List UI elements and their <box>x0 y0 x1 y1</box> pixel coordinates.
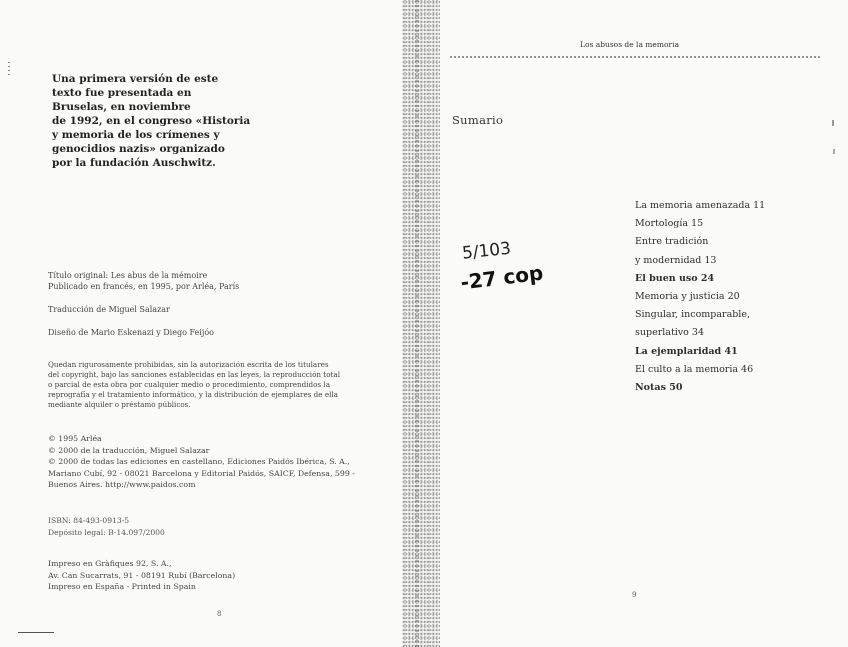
toc-item: y modernidad 13 <box>635 254 717 266</box>
toc-item: La ejemplaridad 41 <box>635 345 738 357</box>
original-title-line: Título original: Les abus de la mémoire <box>48 271 208 280</box>
dedication-line: genocidios nazis» organizado <box>52 143 225 155</box>
handwritten-note <box>458 225 558 295</box>
isbn-block <box>48 515 165 538</box>
copyright-block <box>48 433 393 491</box>
running-header: Los abusos de la memoria <box>580 40 679 49</box>
printer-line: Impreso en Gràfiques 92, S. A., <box>48 559 172 568</box>
handwritten-line: -27 cop <box>459 260 545 295</box>
page-number: 9 <box>632 591 637 599</box>
page-number: 8 <box>217 610 222 618</box>
publication-line: Publicado en francés, en 1995, por Arléa, París <box>48 282 240 291</box>
toc-item: Singular, incomparable, <box>635 309 751 321</box>
legal-line: o parcial de esta obra por cualquier medio o procedimiento, comprendidos la <box>48 380 330 389</box>
dedication-line: por la fundación Auschwitz. <box>52 157 216 169</box>
copyright-line: Buenos Aires. http://www.paidos.com <box>48 480 196 489</box>
book-spine-shadow <box>415 0 419 647</box>
toc-item: Entre tradición <box>635 236 709 248</box>
legal-line: del copyright, bajo las sanciones establecidas en las leyes, la reproducción total <box>48 370 340 379</box>
copyright-line: Mariano Cubí, 92 - 08021 Barcelona y Editorial Paidós, SAICF, Defensa, 599 - <box>48 468 355 478</box>
copyright-line: © 2000 de todas las ediciones en castellano, Ediciones Paidós Ibérica, S. A., <box>48 457 350 466</box>
legal-line: Quedan rigurosamente prohibidas, sin la autorización escrita de los titulares <box>48 360 329 369</box>
dedication-line: y memoria de los crímenes y <box>52 129 220 141</box>
scan-artifact <box>8 62 10 76</box>
handwriting-strokes <box>458 225 558 295</box>
header-rule <box>450 56 822 58</box>
copyright-line: © 2000 de la traducción, Miguel Salazar <box>48 445 210 455</box>
left-page <box>0 0 412 647</box>
right-page <box>440 0 848 647</box>
printed-in-line: Impreso en España - Printed in Spain <box>48 582 196 591</box>
handwritten-line: 5/103 <box>461 238 512 264</box>
legal-deposit-line: Depósito legal: B-14.097/2000 <box>48 527 165 537</box>
toc-item: Mortología 15 <box>635 218 704 230</box>
translator-line: Traducción de Miguel Salazar <box>48 305 170 314</box>
dedication-line: texto fue presentada en <box>52 87 192 99</box>
isbn-line: ISBN: 84-493-0913-5 <box>48 516 130 525</box>
scan-artifact <box>833 149 835 154</box>
dedication-line: de 1992, en el congreso «Historia <box>52 115 251 127</box>
toc-item: Notas 50 <box>635 382 683 394</box>
dedication-note <box>52 72 252 170</box>
toc-item: La memoria amenazada 11 <box>635 200 766 211</box>
page-title: Sumario <box>452 113 504 127</box>
scan-artifact <box>18 632 54 633</box>
toc-item: superlativo 34 <box>635 327 704 339</box>
table-of-contents <box>635 197 835 397</box>
dedication-line: Bruselas, en noviembre <box>52 101 191 113</box>
toc-item: El culto a la memoria 46 <box>635 363 754 375</box>
book-credits <box>48 270 393 338</box>
toc-item: El buen uso 24 <box>635 272 715 284</box>
copyright-line: © 1995 Arléa <box>48 434 102 443</box>
printer-address-line: Av. Can Sucarrats, 91 - 08191 Rubí (Barcelona) <box>48 570 236 580</box>
legal-line: mediante alquiler o préstamo públicos. <box>48 400 191 409</box>
printer-block <box>48 558 235 593</box>
legal-notice <box>48 360 393 410</box>
cover-design-line: Diseño de Mario Eskenazi y Diego Feijóo <box>48 328 214 337</box>
scan-artifact <box>832 120 834 126</box>
legal-line: reprografía y el tratamiento informático, y la distribución de ejemplares de ella <box>48 390 338 399</box>
toc-item: Memoria y justicia 20 <box>635 291 740 303</box>
dedication-line: Una primera versión de este <box>52 73 219 85</box>
